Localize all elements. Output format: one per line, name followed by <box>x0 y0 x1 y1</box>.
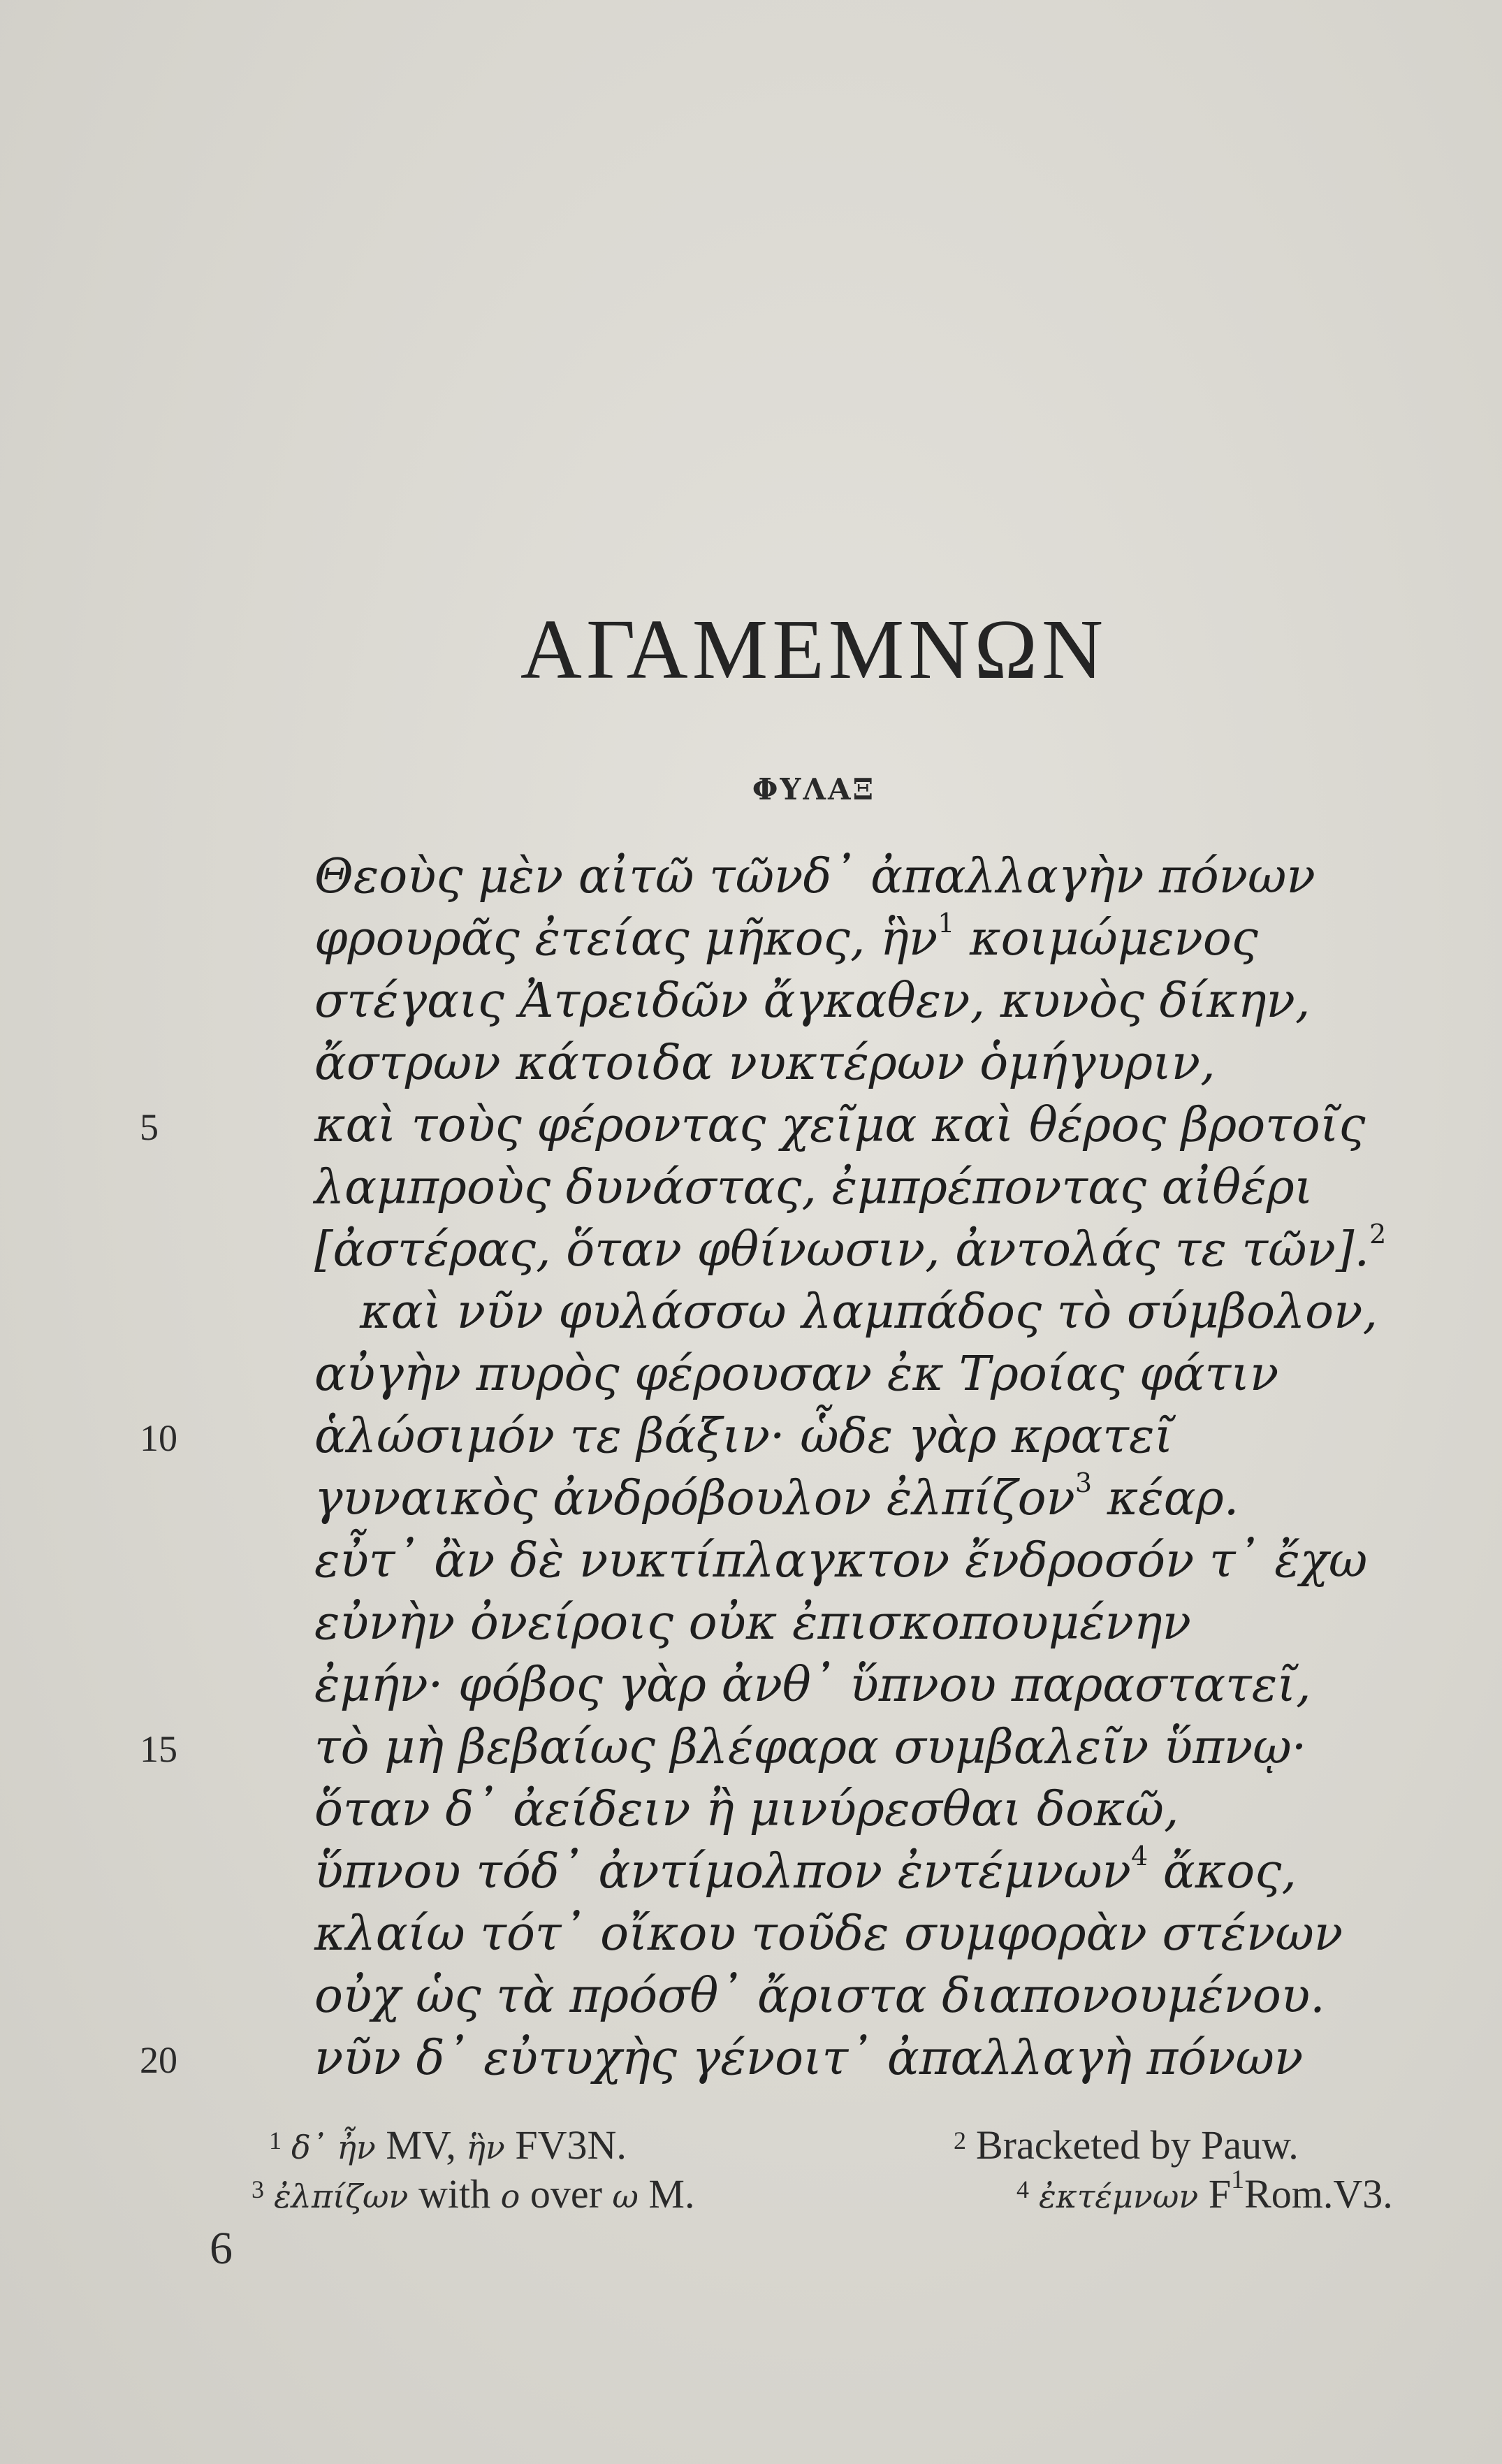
verse-text: λαμπροὺς δυνάστας, ἐμπρέποντας αἰθέρι <box>314 1160 1313 1215</box>
verse-line-9 <box>0 1343 1502 1405</box>
verse-line-17 <box>0 1841 1502 1903</box>
verse-text: στέγαις Ἀτρειδῶν ἄγκαθεν, κυνὸς δίκην, <box>314 973 1311 1029</box>
verse-line-18 <box>0 1903 1502 1965</box>
verse-line-20 <box>0 2027 1502 2089</box>
verse-text: οὐχ ὡς τὰ πρόσθ᾽ ἄριστα διαπονουμένου. <box>314 1969 1325 2024</box>
footnote-mark: 4 <box>1016 2175 1029 2203</box>
play-title: ΑΓΑΜΕΜΝΩΝ <box>520 602 1108 697</box>
verse-text: νῦν δ᾽ εὐτυχὴς γένοιτ᾽ ἀπαλλαγὴ πόνων <box>314 2031 1304 2086</box>
verse-text: ἐμήν· φόβος γὰρ ἀνθ᾽ ὕπνου παραστατεῖ, <box>314 1658 1311 1713</box>
verse-text: Θεοὺς μὲν αἰτῶ τῶνδ᾽ ἀπαλλαγὴν πόνων <box>314 849 1315 904</box>
footnote-ref[interactable]: 4 <box>1130 1841 1149 1872</box>
footnote-mark: 1 <box>269 2126 282 2154</box>
verse-line-14 <box>0 1654 1502 1716</box>
footnote-ref[interactable]: 3 <box>1074 1467 1093 1499</box>
verse-line-8 <box>0 1281 1502 1343</box>
verse-text: ὅταν δ᾽ ἀείδειν ἢ μινύρεσθαι δοκῶ, <box>314 1782 1179 1837</box>
speaker-heading: ΦΥΛΑΞ <box>752 772 876 806</box>
verse-line-13 <box>0 1592 1502 1654</box>
footnote-ref[interactable]: 1 <box>938 908 955 939</box>
verse-text: φρουρᾶς ἐτείας μῆκος, ἣν$^1$ κοιμώμενος <box>314 908 1258 966</box>
verse-line-10 <box>0 1405 1502 1467</box>
footnote-3: $^3$ ἐλπίζων with ο over ω M. <box>251 2171 695 2217</box>
verse-text: τὸ μὴ βεβαίως βλέφαρα συμβαλεῖν ὕπνῳ· <box>314 1720 1307 1775</box>
line-number: 15 <box>140 1728 177 1770</box>
verse-line-11 <box>0 1467 1502 1530</box>
verse-text: εὖτ᾽ ἂν δὲ νυκτίπλαγκτον ἔνδροσόν τ᾽ ἔχω <box>314 1533 1368 1588</box>
verse-text: καὶ νῦν φυλάσσω λαμπάδος τὸ σύμβολον, <box>360 1284 1378 1340</box>
footnote-mark: 3 <box>251 2175 264 2203</box>
line-number: 20 <box>140 2039 177 2081</box>
line-number: 10 <box>140 1417 177 1459</box>
verse-text: κλαίω τότ᾽ οἴκου τοῦδε συμφορὰν στένων <box>314 1906 1343 1962</box>
line-number: 5 <box>140 1106 159 1148</box>
footnote-2: $^2$ Bracketed by Pauw. <box>954 2122 1299 2168</box>
verse-line-16 <box>0 1778 1502 1841</box>
footnote-1: $^1$ δ᾽ ἦν MV, ἣν FV3N. <box>269 2122 627 2168</box>
verse-line-15 <box>0 1716 1502 1778</box>
verse-block <box>0 846 1502 2089</box>
verse-line-2 <box>0 908 1502 970</box>
verse-line-12 <box>0 1530 1502 1592</box>
verse-text: καὶ τοὺς φέροντας χεῖμα καὶ θέρος βροτοῖς <box>314 1098 1366 1153</box>
verse-line-19 <box>0 1965 1502 2027</box>
verse-line-7 <box>0 1219 1502 1281</box>
verse-text: αὐγὴν πυρὸς φέρουσαν ἐκ Τροίας φάτιν <box>314 1347 1279 1402</box>
verse-text: εὐνὴν ὀνείροις οὐκ ἐπισκοπουμένην <box>314 1595 1191 1651</box>
footnote-4: $^4$ ἐκτέμνων $F^1Rom.V3$. <box>1016 2164 1393 2217</box>
verse-text: γυναικὸς ἀνδρόβουλον ἐλπίζον$^3$ κέαρ. <box>314 1467 1239 1526</box>
page-number: 6 <box>210 2223 233 2274</box>
footnote-ref[interactable]: 2 <box>1369 1219 1387 1250</box>
verse-text: ὕπνου τόδ᾽ ἀντίμολπον ἐντέμνων$^4$ ἄκος, <box>314 1841 1297 1899</box>
verse-line-6 <box>0 1157 1502 1219</box>
verse-line-4 <box>0 1032 1502 1094</box>
footnote-mark: 2 <box>954 2126 966 2154</box>
verse-line-3 <box>0 970 1502 1032</box>
verse-text: [ἀστέρας, ὅταν φθίνωσιν, ἀντολάς τε τῶν].$^2$ <box>314 1219 1387 1277</box>
verse-line-5 <box>0 1094 1502 1157</box>
verse-line-1 <box>0 846 1502 908</box>
verse-text: ἁλώσιμόν τε βάξιν· ὧδε γὰρ κρατεῖ <box>314 1409 1174 1464</box>
verse-text: ἄστρων κάτοιδα νυκτέρων ὁμήγυριν, <box>314 1036 1216 1091</box>
